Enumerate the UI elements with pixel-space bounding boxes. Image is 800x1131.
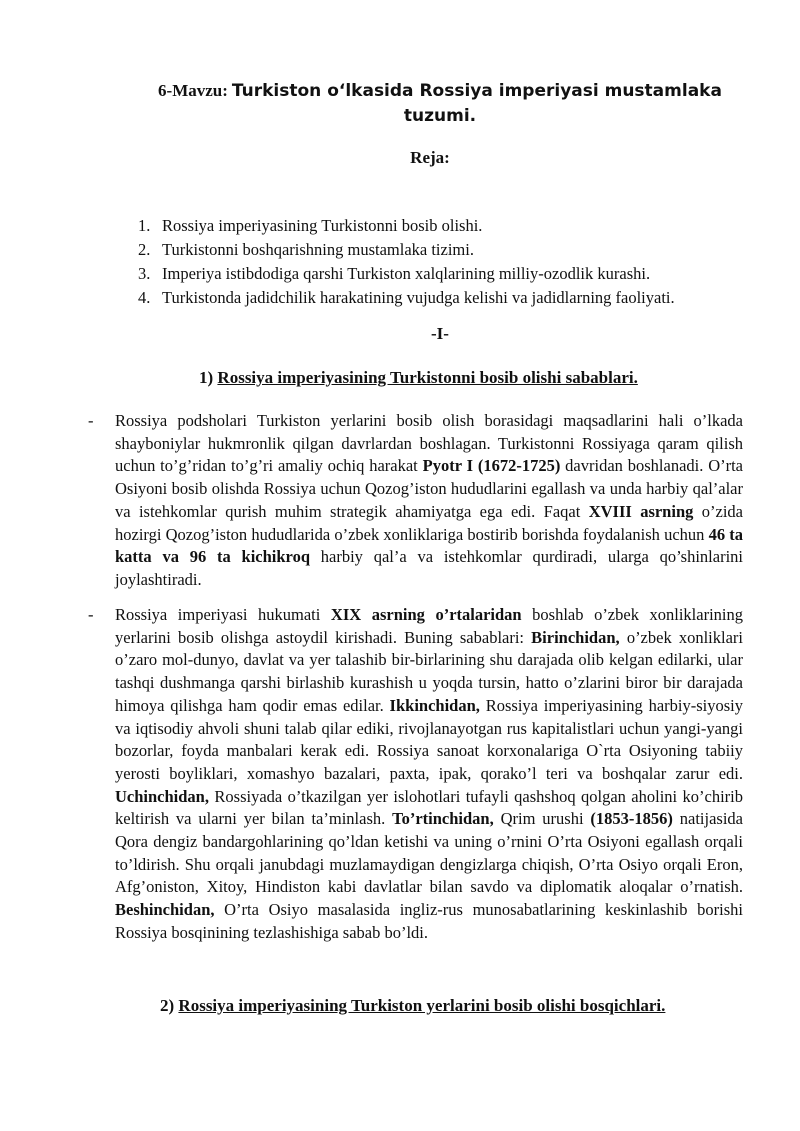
bold-text: Uchinchidan, <box>115 786 209 806</box>
text-run: O’rta Osiyo masalasida ingliz-rus munosabatlarining keskinlashib borishi Rossiya bosqinining tezlashishiga sabab bo’ldi. <box>115 900 743 942</box>
paragraph-1 <box>88 410 743 592</box>
bullet-dash: - <box>88 605 94 624</box>
paragraph-2 <box>88 604 743 945</box>
list-item-number: 1. <box>138 216 151 235</box>
section-heading-2 <box>160 996 665 1016</box>
bold-text: XIX asrning o’rtalaridan <box>330 605 522 624</box>
text-run: natijasida Qora dengiz bandargohlarining qo’ldan ketishi va uning o’rnini O’rta Osiyoni egallash orqali to’ldirish. Shu orqali janubdagi muzlamaydigan dengizlarga chiqish, O’rta Osiyo orqali Eron, Afg’oniston, Xitoy, Hindiston kabi davlatlar bilan savdo va diplomatik aloqalar o’rnatish. <box>115 809 743 897</box>
list-item <box>138 286 675 310</box>
text-run: davridan boshlanadi. O’rta Osiyoni bosib olishda Rossiya uchun Qozog’iston hududlarini egallash va unda harbiy qal’alar va istehkomlar qurish muhim strategik ahamiyatga ega edi. Faqat <box>115 456 744 521</box>
section-number: 1) <box>199 368 214 387</box>
bold-text: 46 ta katta va 96 ta kichikroq <box>115 524 743 567</box>
text-run: Rossiya imperiyasi hukumati <box>115 605 331 624</box>
text-run: Qrim urushi <box>493 809 591 829</box>
bold-text: XVIII asrning <box>588 501 694 521</box>
section-number: 2) <box>160 996 175 1015</box>
bold-text: Ikkinchidan, <box>389 695 480 715</box>
text-run: Rossiya podsholari Turkiston yerlarini bosib olish borasidagi maqsadlarini hali o’lkada shayboniylar hukmronlik qilgan davrlardan boshlagan. Turkistonni Rossiyaga qaram qilish uchun to’g’ridan to’g’ri amaliy ochiq harakat <box>115 411 743 476</box>
bold-text: Birinchidan, <box>531 627 620 647</box>
part-marker: -I- <box>431 324 449 343</box>
paragraph-text <box>115 604 743 945</box>
list-item-text: Turkistonda jadidchilik harakatining vujudga kelishi va jadidlarning faoliyati. <box>162 288 675 307</box>
plan-heading: Reja: <box>410 148 450 167</box>
bullet-dash: - <box>88 411 94 430</box>
topic-number: 6-Mavzu: <box>158 81 228 100</box>
bold-text: Beshinchidan, <box>115 900 215 920</box>
list-item <box>138 262 675 286</box>
paragraph-text <box>115 410 743 592</box>
list-item-number: 3. <box>138 264 151 283</box>
text-run: harbiy qal’a va istehkomlar qurdiradi, ularga qo’shinlarini joylashtiradi. <box>115 547 743 589</box>
plan-list <box>138 214 675 310</box>
text-run: Rossiya imperiyasining harbiy-siyosiy va iqtisodiy ahvoli shuni talab qilar ediki, rivojlanayotgan rus kapitalistlari uchun yangi-yangi bozorlar, foyda manbalari kerak edi. Rossiya sanoat korxonalariga O`rta Osiyoning tabiiy yerosti boyliklari, xomashyo bazalari, paxta, ipak, qorako’l teri va boshqalar zarur edi. <box>115 695 743 783</box>
list-item-text: Rossiya imperiyasining Turkistonni bosib olishi. <box>162 216 483 235</box>
text-run: o’zida hozirgi Qozog’iston hududlarida o’zbek xonliklariga bostirib borishda foydalanish uchun <box>115 501 743 544</box>
list-item-text: Turkistonni boshqarishning mustamlaka tizimi. <box>162 240 474 259</box>
topic-title: Turkiston o‘lkasida Rossiya imperiyasi mustamlaka tuzumi. <box>231 81 722 126</box>
list-item-text: Imperiya istibdodiga qarshi Turkiston xalqlarining milliy-ozodlik kurashi. <box>162 264 651 283</box>
text-run: o’zbek xonliklari o’zaro mol-dunyo, davlat va yer talashib bir-birlarining shu darajada olib kelgan edilarki, ular tashqi dushmanga qarshi birlashib kurashish u yoqda tursin, hatto o’zlarini biror bir darajada himoya qilishga ham qodir emas edilar. <box>115 627 744 715</box>
text-run: Rossiyada o’tkazilgan yer islohotlari tufayli qashshoq qolgan aholini ko’chirib keltirish va ularni yer bilan ta’minlash. <box>115 786 743 829</box>
list-item <box>138 238 675 262</box>
list-item-number: 4. <box>138 288 151 307</box>
bold-text: (1853-1856) <box>590 809 673 829</box>
section-title: Rossiya imperiyasining Turkistonni bosib olishi sabablari. <box>217 368 638 387</box>
section-title: Rossiya imperiyasining Turkiston yerlarini bosib olishi bosqichlari. <box>178 996 666 1015</box>
list-item <box>138 214 675 238</box>
text-run: boshlab o’zbek xonliklarining yerlarini bosib olishga astoydil kirishadi. Buning sabablari: <box>115 605 744 647</box>
list-item-number: 2. <box>138 240 151 259</box>
page-title <box>140 78 740 129</box>
section-heading-1 <box>199 368 638 388</box>
bold-text: To’rtinchidan, <box>392 809 494 829</box>
bold-text: Pyotr I (1672-1725) <box>422 456 561 476</box>
